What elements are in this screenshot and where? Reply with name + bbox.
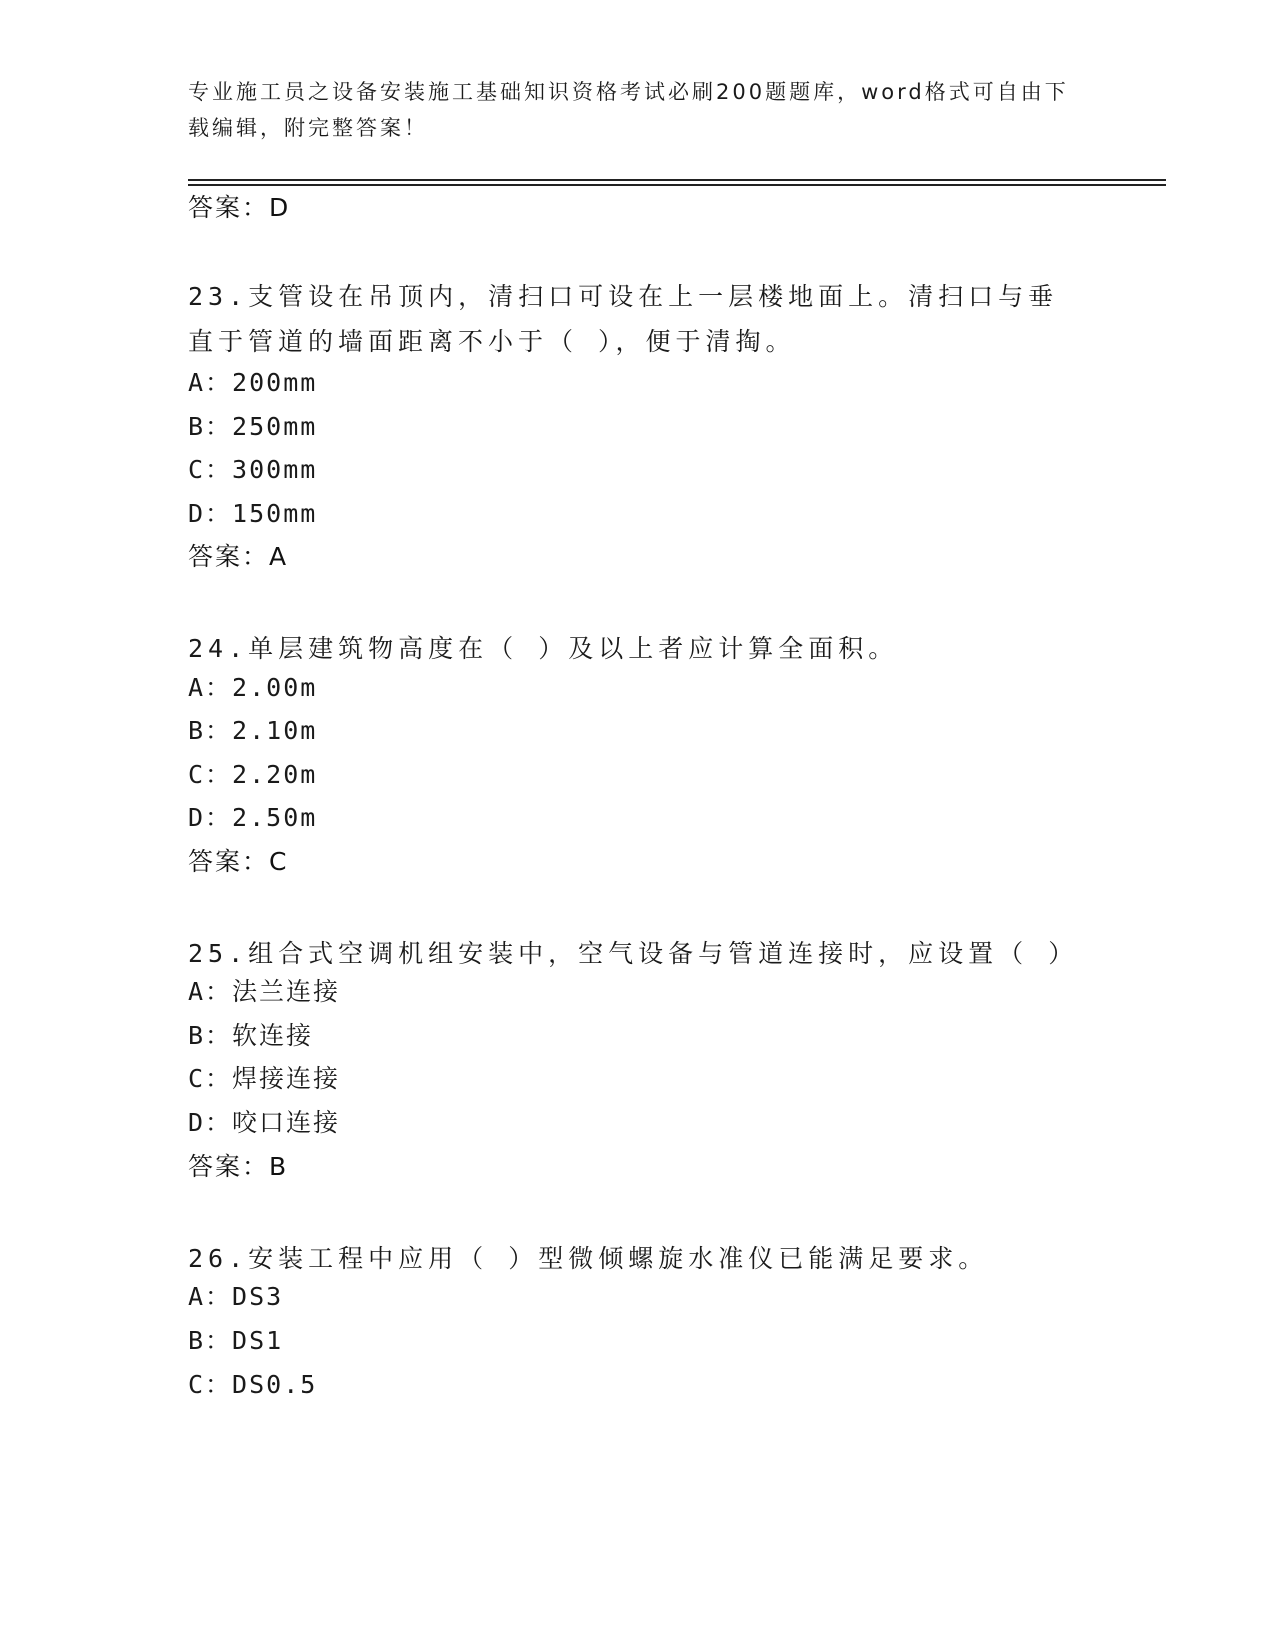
- question-23-stem: 23.支管设在吊顶内，清扫口可设在上一层楼地面上。清扫口与垂直于管道的墙面距离不小于（ ），便于清掏。: [188, 282, 1059, 356]
- question-23-option-b: B：250mm: [188, 412, 318, 441]
- question-25-option-b: B：软连接: [188, 1021, 314, 1050]
- question-24-option-a: A：2.00m: [188, 673, 318, 702]
- question-25-option-a: A：法兰连接: [188, 977, 341, 1006]
- question-24-option-b: B：2.10m: [188, 716, 318, 745]
- header-divider-top: [188, 179, 1166, 181]
- question-26-option-b: B：DS1: [188, 1326, 284, 1355]
- question-24-option-c: C：2.20m: [188, 760, 318, 789]
- question-24-answer: 答案：C: [188, 847, 289, 876]
- question-23-answer: 答案：A: [188, 542, 289, 571]
- question-23-option-d: D：150mm: [188, 499, 318, 528]
- previous-answer: 答案：D: [188, 193, 291, 222]
- question-26-stem: 26.安装工程中应用（ ）型微倾螺旋水准仪已能满足要求。: [188, 1244, 989, 1273]
- question-24-stem: 24.单层建筑物高度在（ ）及以上者应计算全面积。: [188, 634, 899, 663]
- header-divider-bottom: [188, 184, 1166, 186]
- question-24-option-d: D：2.50m: [188, 803, 318, 832]
- question-25-answer: 答案：B: [188, 1152, 289, 1181]
- question-23-option-c: C：300mm: [188, 455, 318, 484]
- question-25-stem: 25.组合式空调机组安装中，空气设备与管道连接时，应设置（ ）: [188, 939, 1079, 968]
- question-26-option-a: A：DS3: [188, 1282, 284, 1311]
- question-25-option-d: D：咬口连接: [188, 1108, 341, 1137]
- document-header-title: 专业施工员之设备安装施工基础知识资格考试必刷200题题库，word格式可自由下载编辑，附完整答案！: [188, 80, 1069, 140]
- question-25-option-c: C：焊接连接: [188, 1064, 341, 1093]
- question-23-option-a: A：200mm: [188, 368, 318, 397]
- question-26-option-c: C：DS0.5: [188, 1370, 318, 1399]
